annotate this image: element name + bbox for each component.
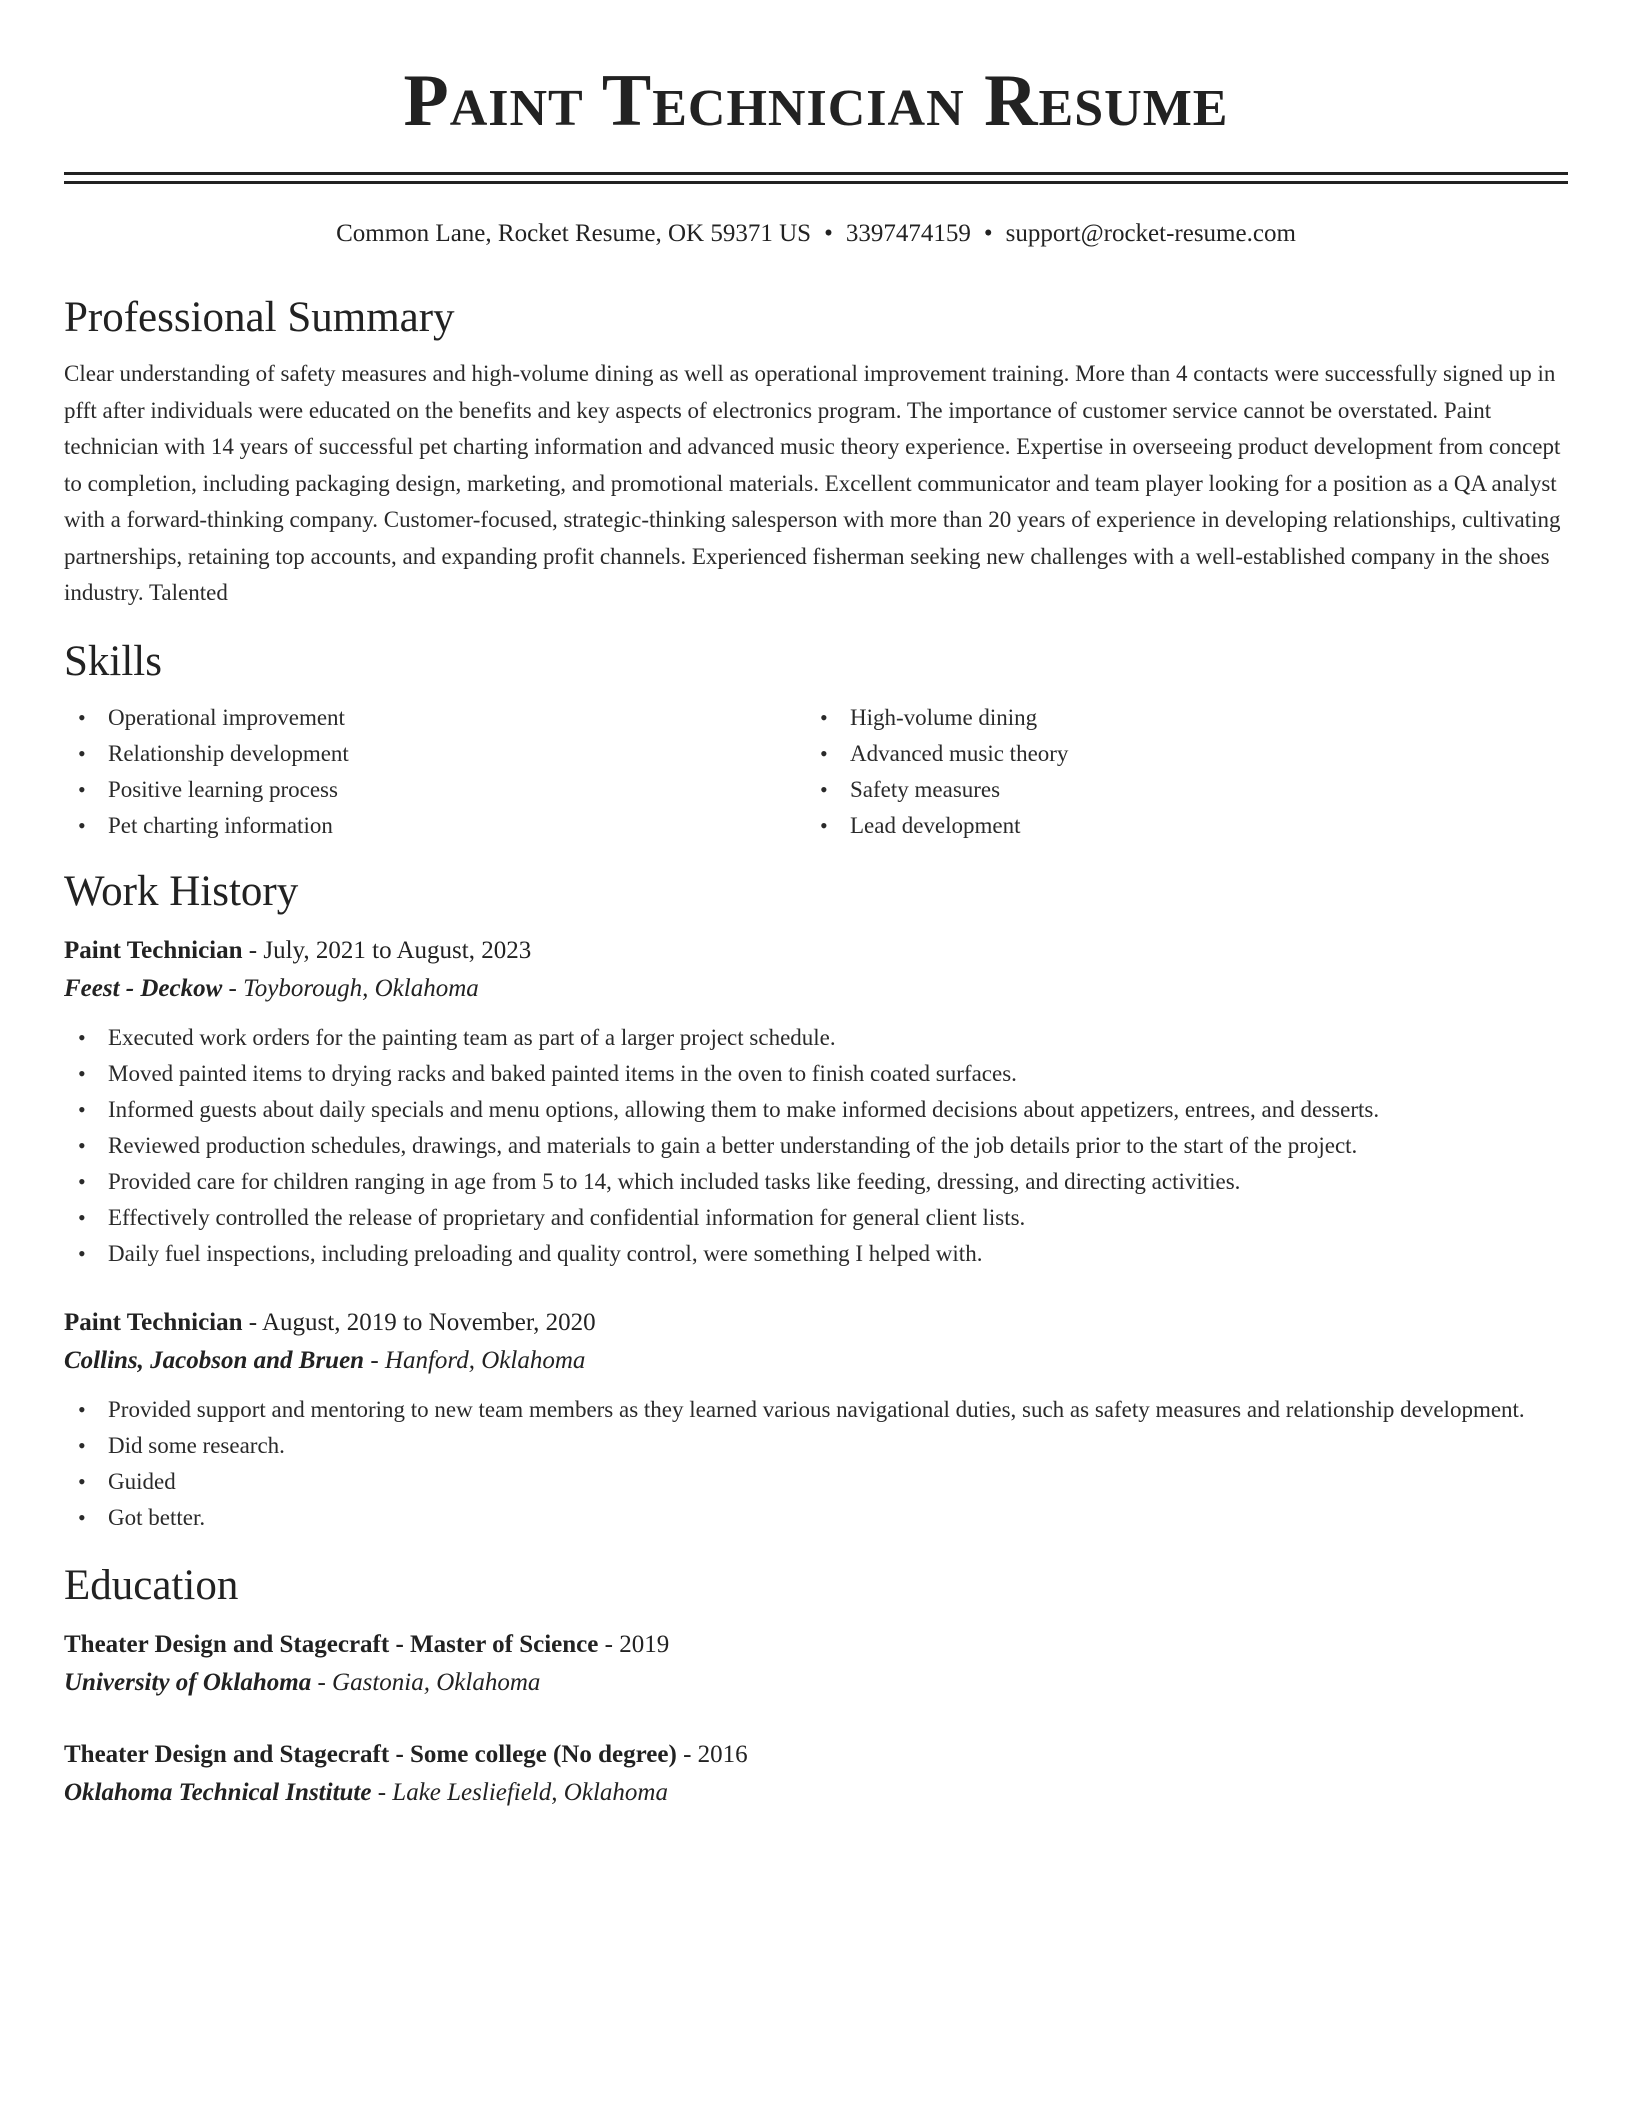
- skill-item: • Operational improvement: [64, 700, 806, 736]
- education-separator: -: [371, 1778, 393, 1806]
- education-school: Oklahoma Technical Institute: [64, 1778, 372, 1806]
- skills-list-left: [64, 700, 806, 844]
- education-location: Gastonia, Oklahoma: [332, 1668, 541, 1696]
- job-bullet: • Effectively controlled the release of proprietary and confidential information for general client lists.: [64, 1200, 1568, 1236]
- education-separator: -: [598, 1630, 620, 1658]
- job-location: Hanford, Oklahoma: [384, 1346, 586, 1374]
- job-separator: -: [242, 1308, 262, 1336]
- job-company: Collins, Jacobson and Bruen: [64, 1346, 365, 1374]
- skills-list-right: [806, 700, 1568, 844]
- skill-item: • Positive learning process: [64, 772, 806, 808]
- work-history-heading: Work History: [64, 867, 299, 915]
- job-bullet: • Executed work orders for the painting team as part of a larger project schedule.: [64, 1020, 1568, 1056]
- job-separator: -: [242, 936, 264, 964]
- job-bullet: • Got better.: [64, 1500, 1568, 1536]
- job-title-line: [64, 1304, 1568, 1342]
- skill-item: • High-volume dining: [806, 700, 1568, 736]
- job-bullet: • Reviewed production schedules, drawings, and materials to gain a better understanding of the job details prior to the start of the project.: [64, 1128, 1568, 1164]
- title-divider-bottom: [64, 181, 1568, 184]
- job-separator: -: [364, 1346, 385, 1374]
- skill-item: • Safety measures: [806, 772, 1568, 808]
- title-divider-top: [64, 172, 1568, 175]
- resume-title: Paint Technician Resume: [403, 60, 1229, 142]
- education-year: 2019: [619, 1630, 670, 1658]
- job-bullet: • Informed guests about daily specials and menu options, allowing them to make informed decisions about appetizers, entrees, and desserts.: [64, 1092, 1568, 1128]
- job-title: Paint Technician: [64, 1308, 243, 1336]
- skills-columns: [64, 700, 1568, 844]
- job-bullets: [64, 1392, 1568, 1536]
- job-dates: August, 2019 to November, 2020: [261, 1308, 596, 1336]
- education-degree: Theater Design and Stagecraft - Master of Science: [64, 1630, 599, 1658]
- job-bullet: • Provided care for children ranging in age from 5 to 14, which included tasks like feeding, dressing, and directing activities.: [64, 1164, 1568, 1200]
- job-company: Feest - Deckow: [64, 974, 223, 1002]
- job-company-line: [64, 970, 1568, 1008]
- job-title: Paint Technician: [64, 936, 243, 964]
- skills-heading: Skills: [64, 637, 162, 685]
- job-entry: [64, 932, 1568, 1272]
- skill-item: • Pet charting information: [64, 808, 806, 844]
- skill-item: • Relationship development: [64, 736, 806, 772]
- education-heading: Education: [64, 1561, 239, 1609]
- job-title-line: [64, 932, 1568, 970]
- education-school-line: [64, 1664, 1568, 1702]
- skill-item: • Lead development: [806, 808, 1568, 844]
- job-bullets: [64, 1020, 1568, 1272]
- summary-heading: Professional Summary: [64, 294, 455, 341]
- education-separator: -: [311, 1668, 333, 1696]
- job-separator: -: [222, 974, 244, 1002]
- education-degree: Theater Design and Stagecraft - Some college (No degree): [64, 1740, 677, 1768]
- contact-address: Common Lane, Rocket Resume, OK 59371 US: [336, 220, 812, 247]
- education-school-line: [64, 1774, 1568, 1812]
- contact-phone: 3397474159: [845, 220, 971, 247]
- job-location: Toyborough, Oklahoma: [243, 974, 479, 1002]
- job-bullet: • Provided support and mentoring to new team members as they learned various navigational duties, such as safety measures and relationship development.: [64, 1392, 1568, 1428]
- education-separator: -: [676, 1740, 698, 1768]
- contact-line: [64, 218, 1568, 250]
- job-bullet: • Guided: [64, 1464, 1568, 1500]
- education-location: Lake Lesliefield, Oklahoma: [392, 1778, 668, 1806]
- education-degree-line: [64, 1736, 1568, 1774]
- education-entry: [64, 1736, 1568, 1812]
- job-dates: July, 2021 to August, 2023: [263, 936, 532, 964]
- education-year: 2016: [697, 1740, 748, 1768]
- summary-text: Clear understanding of safety measures and high-volume dining as well as operational improvement training. More than 4 contacts were successfully signed up in pfft after individuals were educated on the benefits and key aspects of electronics program. The importance of customer service cannot be overstated. Paint technician with 14 years of successful pet charting information and advanced music theory experience. Expertise in overseeing product development from concept to completion, including packaging design, marketing, and promotional materials. Excellent communicator and team player looking for a position as a QA analyst with a forward-thinking company. Customer-focused, strategic-thinking salesperson with more than 20 years of experience in developing relationships, cultivating partnerships, retaining top accounts, and expanding profit channels. Experienced fisherman seeking new challenges with a well-established company in the shoes industry. Talented: [64, 361, 1561, 605]
- contact-email: support@rocket-resume.com: [1005, 220, 1296, 247]
- job-entry: [64, 1304, 1568, 1536]
- job-bullet: • Moved painted items to drying racks and baked painted items in the oven to finish coated surfaces.: [64, 1056, 1568, 1092]
- job-company-line: [64, 1342, 1568, 1380]
- skill-item: • Advanced music theory: [806, 736, 1568, 772]
- education-school: University of Oklahoma: [64, 1668, 312, 1696]
- contact-separator: •: [983, 220, 993, 247]
- contact-separator: •: [824, 220, 833, 247]
- education-degree-line: [64, 1626, 1568, 1664]
- job-bullet: • Daily fuel inspections, including preloading and quality control, were something I helped with.: [64, 1236, 1568, 1272]
- job-bullet: • Did some research.: [64, 1428, 1568, 1464]
- education-entry: [64, 1626, 1568, 1702]
